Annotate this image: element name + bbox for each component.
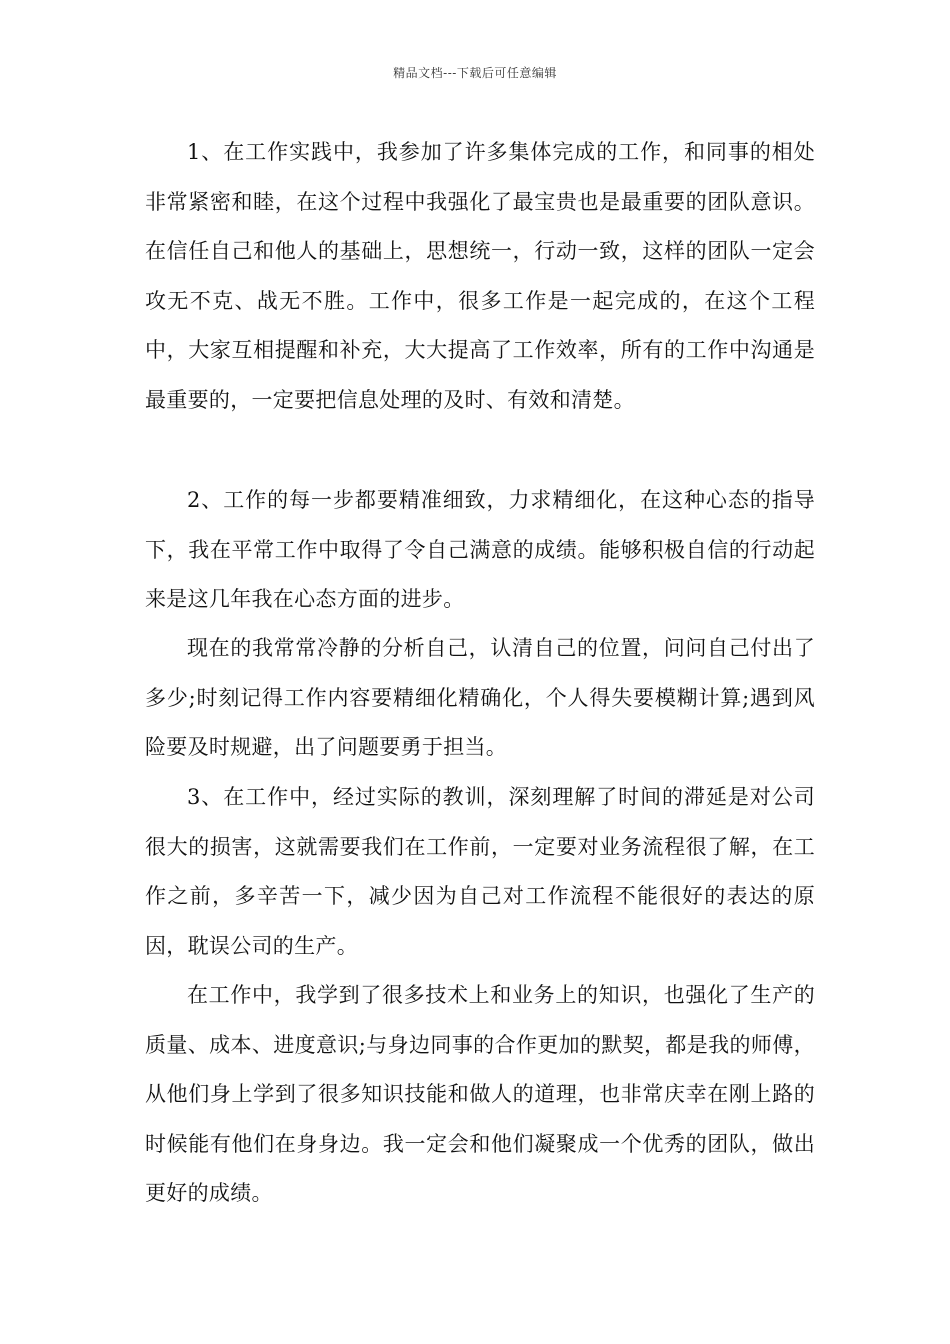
paragraph-self-analysis: 现在的我常常冷静的分析自己，认清自己的位置，问问自己付出了多少;时刻记得工作内容要精细化精确化，个人得失要模糊计算;遇到风险要及时规避，出了问题要勇于担当。 [145, 636, 815, 759]
paragraph-teamwork: 1、在工作实践中，我参加了许多集体完成的工作，和同事的相处非常紧密和睦，在这个过程中我强化了最宝贵也是最重要的团队意识。在信任自己和他人的基础上，思想统一，行动一致，这样的团队一定会攻无不克、战无不胜。工作中，很多工作是一起完成的，在这个工程中，大家互相提醒和补充，大大提高了工作效率，所有的工作中沟通是最重要的，一定要把信息处理的及时、有效和清楚。 [145, 140, 815, 412]
paragraph-learning: 在工作中，我学到了很多技术上和业务上的知识，也强化了生产的质量、成本、进度意识;与身边同事的合作更加的默契，都是我的师傅，从他们身上学到了很多知识技能和做人的道理，也非常庆幸在刚上路的时候能有他们在身身边。我一定会和他们凝聚成一个优秀的团队，做出更好的成绩。 [145, 983, 815, 1205]
page-header: 精品文档---下载后可任意编辑 [393, 66, 557, 80]
paragraph-time-delay: 3、在工作中，经过实际的教训，深刻理解了时间的滞延是对公司很大的损害，这就需要我们在工作前，一定要对业务流程很了解，在工作之前，多辛苦一下，减少因为自己对工作流程不能很好的表达的原因，耽误公司的生产。 [145, 785, 815, 958]
paragraph-precision: 2、工作的每一步都要精准细致，力求精细化，在这种心态的指导下，我在平常工作中取得了令自己满意的成绩。能够积极自信的行动起来是这几年我在心态方面的进步。 [145, 488, 815, 611]
